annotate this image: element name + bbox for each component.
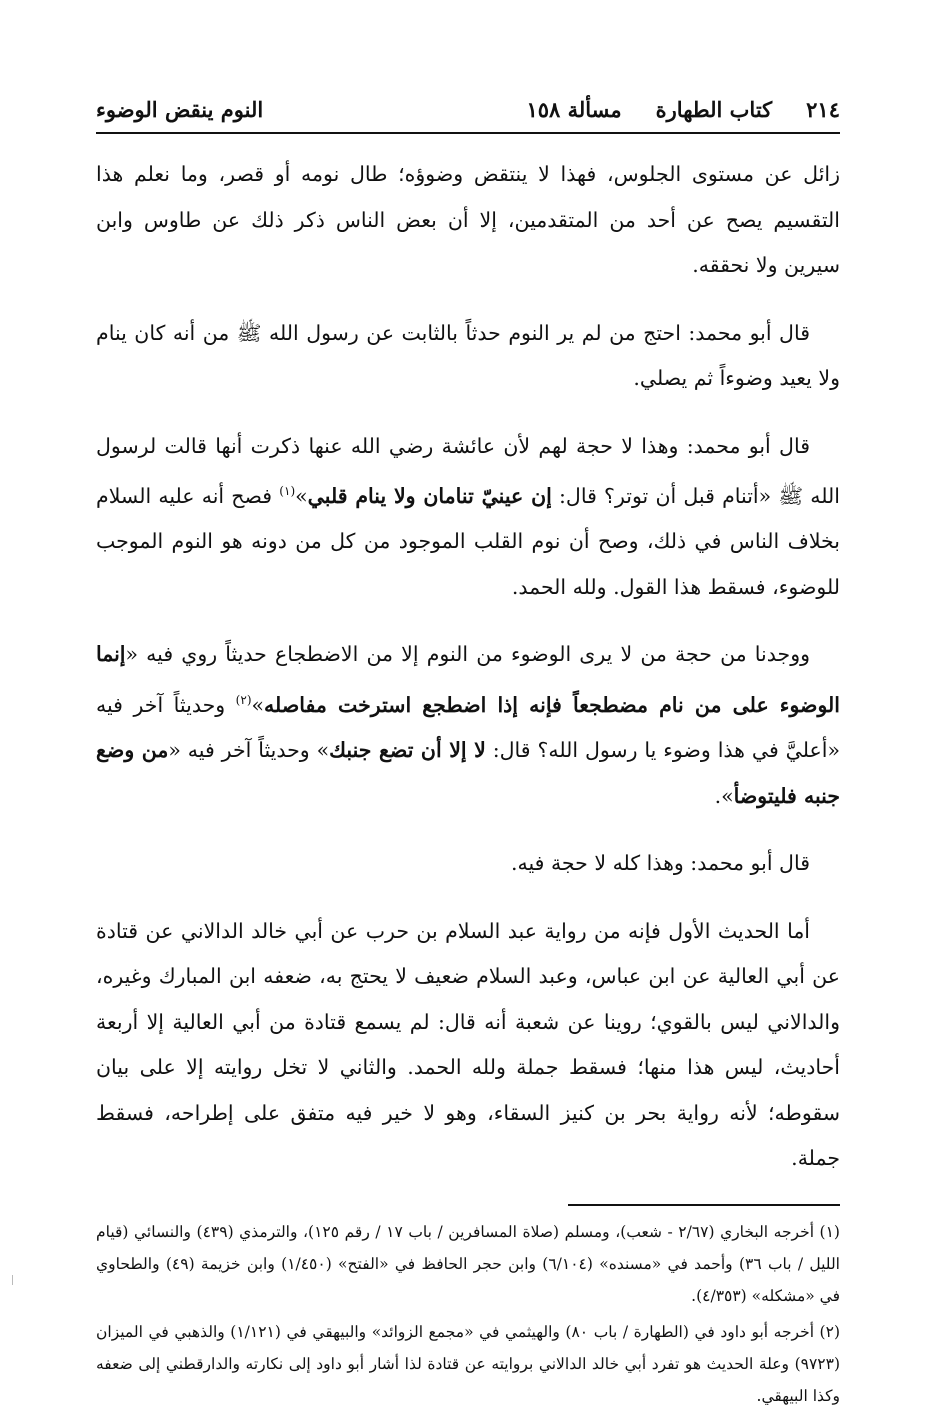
hadith-quote-3: لا إلا أن تضع جنبك	[329, 738, 486, 763]
p4-text-h: ».	[714, 783, 734, 808]
hadith-quote-2: إنما الوضوء على من نام مضطجعاً فإنه إذا اضطجع استرخت مفاصله	[96, 642, 840, 717]
paragraph-2: قال أبو محمد: احتج من لم ير النوم حدثاً بالثابت عن رسول الله ﷺ من أنه كان ينام ولا يعيد وضوءاً ثم يصلي.	[96, 320, 840, 390]
topic-title: النوم ينقض الوضوء	[96, 97, 264, 122]
p4-text-f: » وحديثاً آخر فيه «	[168, 738, 330, 763]
paragraph-4	[96, 632, 840, 819]
paragraph-1: زائل عن مستوى الجلوس، فهذا لا ينتقض وضوؤه؛ طال نومه أو قصر، وما نعلم هذا التقسيم يصح عن أحد من المتقدمين، إلا أن بعض الناس ذكر ذلك عن طاوس وابن سيرين ولا نحققه.	[96, 162, 840, 277]
paragraph-3	[96, 424, 840, 611]
p3-text-d: فصح أنه عليه السلام بخلاف الناس في ذلك، وصح أن نوم القلب الموجود من كل من دونه هو النوم الموجب للوضوء، فسقط هذا القول. ولله الحمد.	[96, 483, 840, 599]
footnote-2: (٢) أخرجه أبو داود في (الطهارة / باب ٨٠) والهيثمي في «مجمع الزوائد» والبيهقي في (١/١٢١) والذهبي في الميزان (٩٧٢٣) وعلة الحديث هو تفرد أبي خالد الدالاني بروايته عن قتادة لذا أشار أبو داود إلى نكارته والدارقطني إلى ضعفه وكذا البيهقي.	[96, 1322, 840, 1405]
issue-number: مسألة ١٥٨	[526, 97, 622, 122]
scan-edge-mark	[12, 1275, 13, 1285]
running-header	[96, 92, 840, 134]
p3-text-a: قال أبو محمد: وهذا لا حجة لهم لأن عائشة رضي الله عنها ذكرت أنها قالت لرسول الله ﷺ «أتنام قبل أن توتر؟ قال:	[96, 433, 840, 508]
p3-text-c: »	[295, 483, 308, 508]
hadith-quote-4: من وضع جنبه فليتوضأ	[96, 738, 840, 808]
footnote-divider	[568, 1204, 840, 1206]
footnotes	[96, 1216, 840, 1412]
paragraph-5: قال أبو محمد: وهذا كله لا حجة فيه.	[510, 851, 810, 876]
book-page	[96, 92, 840, 1416]
main-text	[96, 152, 840, 1182]
footnote-1: (١) أخرجه البخاري (٢/٦٧ - شعب)، ومسلم (صلاة المسافرين / باب ١٧ / رقم ١٢٥)، والترمذي (٤٣٩) والنسائي (قيام الليل / باب ٣٦) وأحمد في «مسنده» (٦/١٠٤) وابن حجر الحافظ في «الفتح» (١/٤٥٠) وابن خزيمة (٤٩) والطحاوي في «مشكله» (٤/٣٥٣).	[96, 1222, 840, 1305]
footnote-ref-2[interactable]: (٢)	[235, 692, 252, 707]
hadith-quote-1: إن عينيّ تنامان ولا ينام قلبي	[307, 483, 552, 508]
p4-text-c: »	[251, 692, 265, 717]
p4-text-d: وحديثاً آخر فيه «أعليَّ في هذا وضوء يا رسول الله؟ قال:	[96, 692, 841, 763]
book-title: كتاب الطهارة	[655, 97, 773, 122]
footnote-ref-1[interactable]: (١)	[279, 484, 296, 498]
header-right-group	[526, 92, 840, 128]
paragraph-6: أما الحديث الأول فإنه من رواية عبد السلام بن حرب عن أبي خالد الدالاني عن قتادة عن أبي العالية عن ابن عباس، وعبد السلام ضعيف لا يحتج به، ضعفه ابن المبارك وغيره، والدالاني ليس بالقوي؛ روينا عن شعبة أنه قال: لم يسمع قتادة من أبي العالية إلا أربعة أحاديث، ليس هذا منها؛ فسقط جملة ولله الحمد. والثاني لا تخل روايته إلا على بيان سقوطه؛ لأنه رواية بحر بن كنيز السقاء، وهو لا خير فيه متفق على إطراحه، فسقط جملة.	[96, 918, 840, 1171]
page-number: ٢١٤	[806, 97, 840, 122]
p4-text-a: ووجدنا من حجة من لا يرى الوضوء من النوم إلا من الاضطجاع حديثاً روي فيه «	[125, 642, 810, 667]
